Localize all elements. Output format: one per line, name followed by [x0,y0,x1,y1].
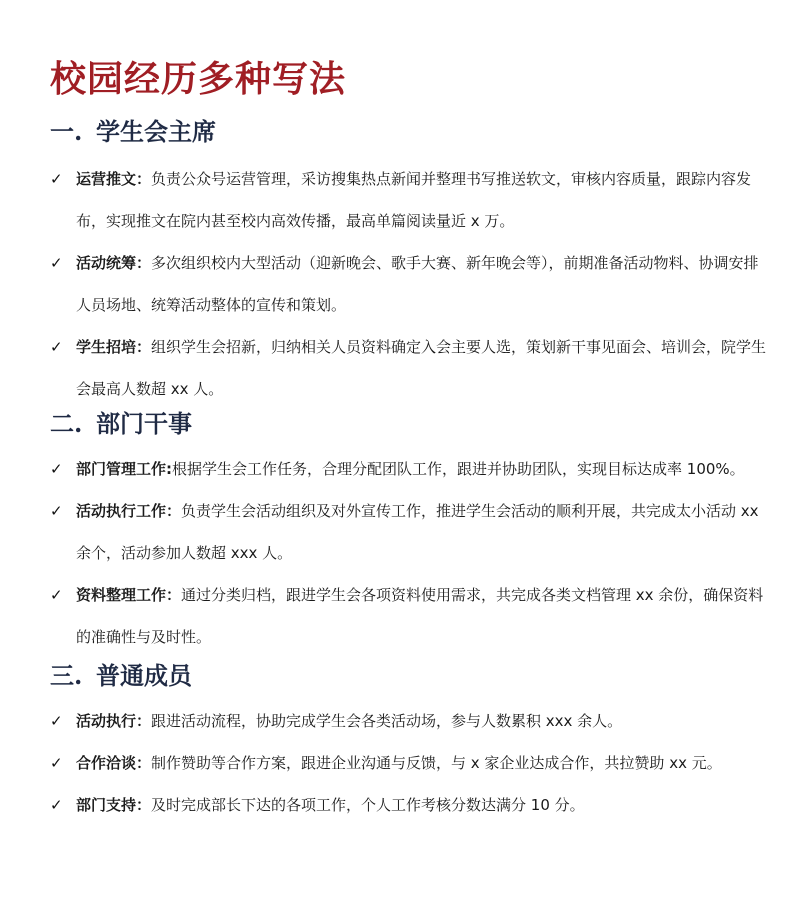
page-title: 校园经历多种写法 [50,59,347,100]
section-heading [50,660,770,692]
list-item [50,700,770,742]
item-label: 部门支持： [76,796,152,814]
list-item [50,158,770,242]
list-item [50,490,770,574]
check-icon: ✓ [50,502,63,520]
section-title: 普通成员 [96,661,192,690]
section-title: 学生会主席 [96,117,216,146]
item-label: 学生招培： [76,338,152,356]
item-label: 活动执行工作： [76,502,182,520]
list-item [50,742,770,784]
item-text: 通过分类归档，跟进学生会各项资料使用需求，共完成各类文档管理 xx 余份，确保资料的准确性与及时性。 [76,586,764,646]
check-icon: ✓ [50,170,63,188]
list-item [50,242,770,326]
check-icon: ✓ [50,254,63,272]
check-icon: ✓ [50,712,63,730]
section-number: 一. [50,117,83,146]
item-text: 跟进活动流程，协助完成学生会各类活动场，参与人数累积 xxx 余人。 [151,712,623,730]
section-number: 二. [50,409,83,438]
section-title: 部门干事 [96,409,192,438]
item-text: 组织学生会招新，归纳相关人员资料确定入会主要人选，策划新干事见面会、培训会，院学生会最高人数超 xx 人。 [76,338,767,398]
section-department-officer [50,408,770,658]
item-text: 多次组织校内大型活动（迎新晚会、歌手大赛、新年晚会等），前期准备活动物料、协调安排人员场地、统筹活动整体的宣传和策划。 [76,254,759,314]
list-item [50,574,770,658]
list-item [50,784,770,826]
item-text: 负责学生会活动组织及对外宣传工作，推进学生会活动的顺利开展，共完成太小活动 xx 余个，活动参加人数超 xxx 人。 [76,502,759,562]
item-label: 资料整理工作： [76,586,182,604]
section-regular-member [50,660,770,826]
item-label: 部门管理工作: [76,460,172,478]
check-icon: ✓ [50,460,63,478]
item-text: 根据学生会工作任务，合理分配团队工作，跟进并协助团队，实现目标达成率 100%。 [172,460,745,478]
item-text: 及时完成部长下达的各项工作，个人工作考核分数达满分 10 分。 [151,796,585,814]
section-heading [50,408,770,440]
item-label: 活动统筹： [76,254,152,272]
item-text: 制作赞助等合作方案，跟进企业沟通与反馈，与 x 家企业达成合作，共拉赞助 xx 元。 [151,754,722,772]
item-label: 活动执行： [76,712,152,730]
section-number: 三. [50,661,83,690]
check-icon: ✓ [50,796,63,814]
check-icon: ✓ [50,586,63,604]
list-item [50,448,770,490]
item-label: 运营推文： [76,170,152,188]
section-heading [50,116,770,148]
check-icon: ✓ [50,338,63,356]
section-student-union-chair [50,116,770,410]
item-text: 负责公众号运营管理，采访搜集热点新闻并整理书写推送软文，审核内容质量，跟踪内容发布，实现推文在院内甚至校内高效传播，最高单篇阅读量近 x 万。 [76,170,752,230]
list-item [50,326,770,410]
check-icon: ✓ [50,754,63,772]
item-label: 合作洽谈： [76,754,152,772]
